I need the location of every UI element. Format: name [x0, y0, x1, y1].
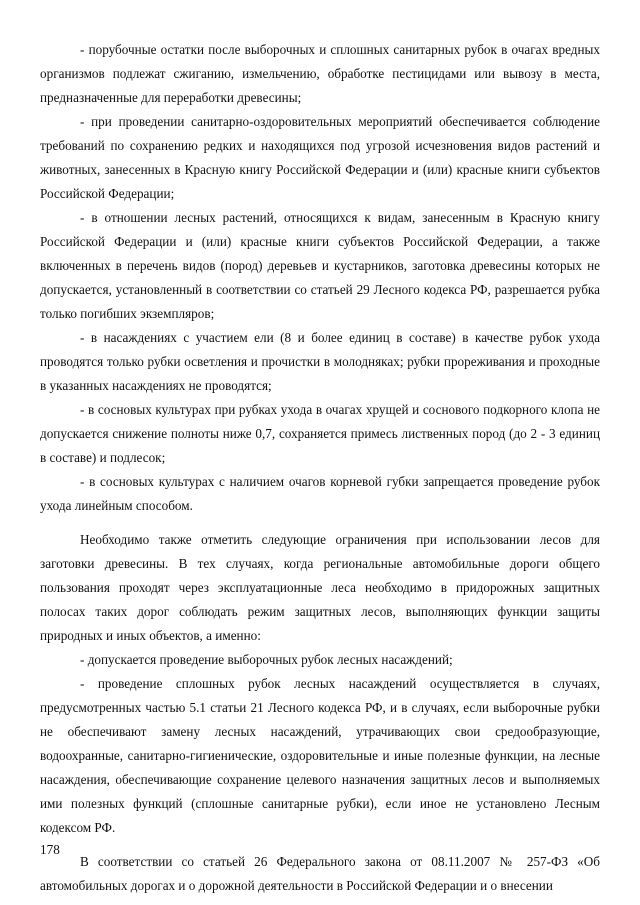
page-number: 178: [40, 842, 60, 857]
paragraph-pine-cultures-pests: - в сосновых культурах при рубках ухода в очагах хрущей и соснового подкорного клопа не допускается снижение полноты ниже 0,7, сохраняется примесь лиственных пород (до 2 - 3 единиц в составе) и подлесок;: [40, 402, 600, 465]
paragraph-sanitary-measures: - при проведении санитарно-оздоровительных мероприятий обеспечивается соблюдение требований по сохранению редких и находящихся под угрозой исчезновения видов растений и животных, занесенных в Красную книгу Российской Федерации и (или) красные книги субъектов Российской Федерации;: [40, 114, 600, 201]
document-body: [40, 38, 600, 898]
paragraph-selective-logging: - допускается проведение выборочных рубок лесных насаждений;: [80, 652, 453, 667]
paragraph-federal-law: В соответствии со статьей 26 Федерального закона от 08.11.2007 № 257-ФЗ «Об автомобильных дорогах и о дорожной деятельности в Российской Федерации и о внесении: [40, 854, 600, 893]
paragraph-spruce-stands: - в насаждениях с участием ели (8 и более единиц в составе) в качестве рубок ухода проводятся только рубки осветления и прочистки в молодняках; рубки прореживания и проходные в указанных насаждениях не проводятся;: [40, 330, 600, 393]
paragraph-pine-cultures-root-fungus: - в сосновых культурах с наличием очагов корневой губки запрещается проведение рубок ухода линейным способом.: [40, 474, 600, 513]
paragraph-clear-cutting: - проведение сплошных рубок лесных насаждений осуществляется в случаях, предусмотренных частью 5.1 статьи 21 Лесного кодекса РФ, и в случаях, если выборочные рубки не обеспечивают замену лесных насаждений, утрачивающих свои средообразующие, водоохранные, санитарно-гигиенические, оздоровительные и иные полезные функции, на лесные насаждения, обеспечивающие сохранение целевого назначения защитных лесов и выполняемых ими полезных функций (сплошные санитарные рубки), если иное не установлено Лесным кодексом РФ.: [40, 676, 600, 835]
paragraph-road-restrictions: Необходимо также отметить следующие ограничения при использовании лесов для заготовки древесины. В тех случаях, когда региональные автомобильные дороги общего пользования проходят через эксплуатационные леса необходимо в придорожных защитных полосах таких дорог соблюдать режим защитных лесов, выполняющих функции защиты природных и иных объектов, а именно:: [40, 532, 600, 643]
paragraph-logging-residues: - порубочные остатки после выборочных и сплошных санитарных рубок в очагах вредных организмов подлежат сжиганию, измельчению, обработке пестицидами или вывозу в места, предназначенные для переработки древесины;: [40, 42, 600, 105]
paragraph-red-book-plants: - в отношении лесных растений, относящихся к видам, занесенным в Красную книгу Российской Федерации и (или) красные книги субъектов Российской Федерации, а также включенных в перечень видов (пород) деревьев и кустарников, заготовка древесины которых не допускается, установленный в соответствии со статьей 29 Лесного кодекса РФ, разрешается рубка только погибших экземпляров;: [40, 210, 600, 321]
